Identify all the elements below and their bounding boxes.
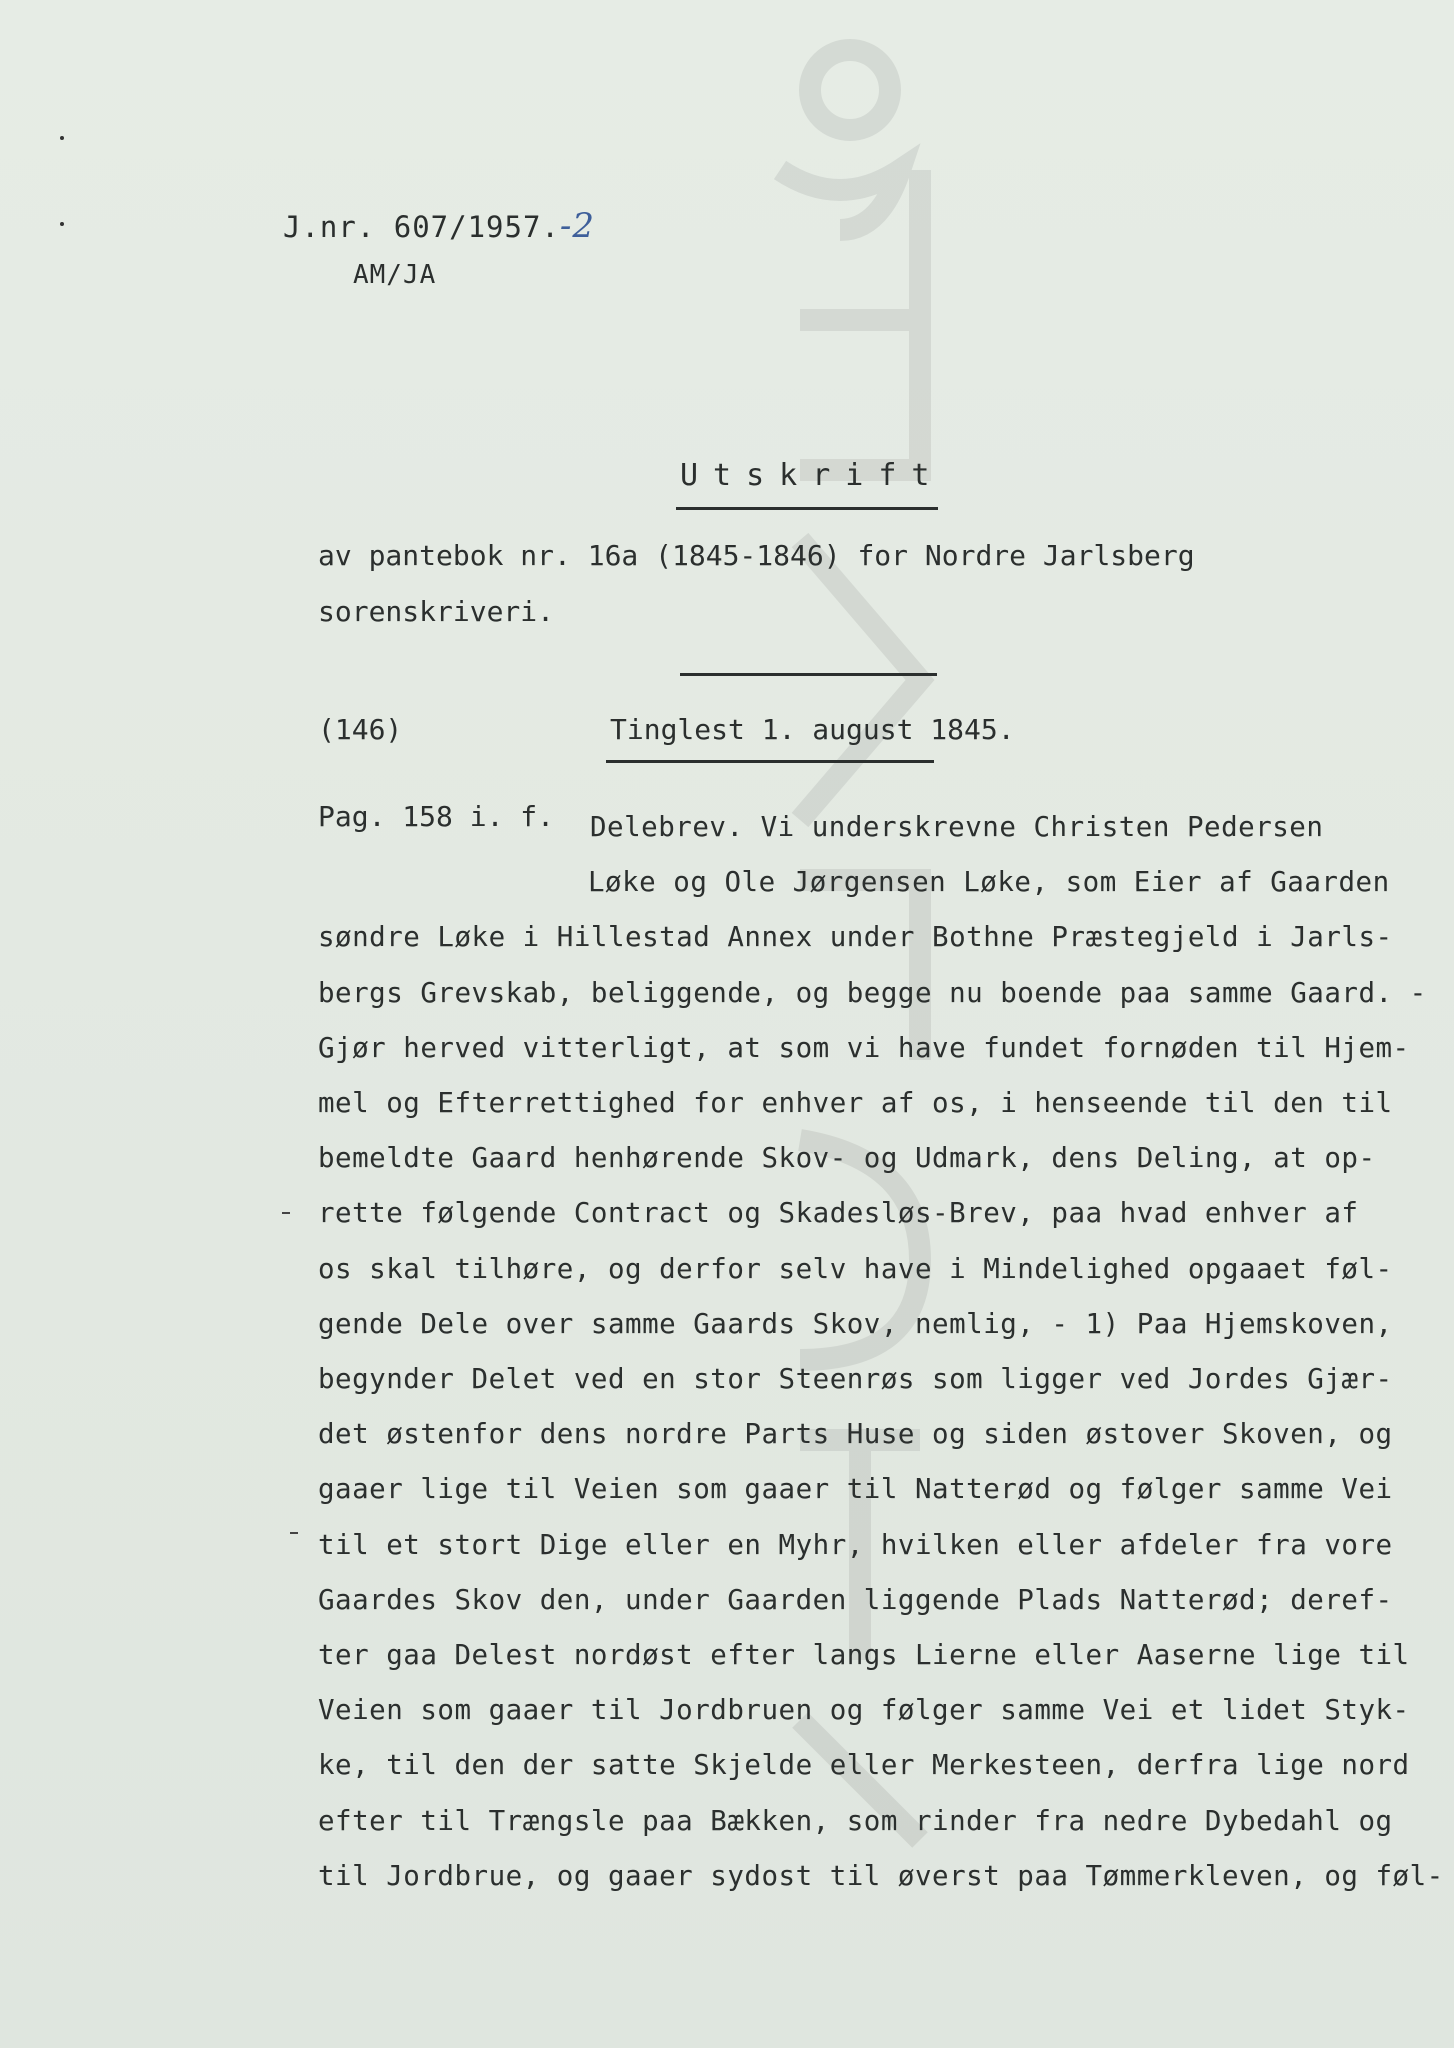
body-line: gaaer lige til Veien som gaaer til Natterød og følger samme Vei bbox=[318, 1473, 1393, 1506]
transcript-body bbox=[318, 800, 1444, 1904]
body-line: ter gaa Delest nordøst efter langs Lierne eller Aaserne lige til bbox=[318, 1639, 1410, 1672]
margin-mark bbox=[282, 1212, 290, 1214]
body-line: Gjør herved vitterligt, at som vi have fundet fornøden til Hjem- bbox=[318, 1031, 1410, 1064]
journal-number: J.nr. 607/1957. bbox=[283, 210, 560, 244]
tinglest-underline bbox=[606, 760, 934, 763]
body-line: til et stort Dige eller en Myhr, hvilken eller afdeler fra vore bbox=[318, 1528, 1393, 1561]
body-line: begynder Delet ved en stor Steenrøs som ligger ved Jordes Gjær- bbox=[318, 1363, 1393, 1396]
body-line: søndre Løke i Hillestad Annex under Bothne Præstegjeld i Jarls- bbox=[318, 921, 1393, 954]
body-line: det østenfor dens nordre Parts Huse og siden østover Skoven, og bbox=[318, 1418, 1393, 1451]
body-line: rette følgende Contract og Skadesløs-Brev, paa hvad enhver af bbox=[318, 1197, 1359, 1230]
body-line: bergs Grevskab, beliggende, og begge nu boende paa samme Gaard. - bbox=[318, 976, 1427, 1009]
body-line: os skal tilhøre, og derfor selv have i Mindelighed opgaaet føl- bbox=[318, 1252, 1393, 1285]
clerk-initials: AM/JA bbox=[353, 260, 437, 290]
tinglest-date: Tinglest 1. august 1845. bbox=[610, 713, 1015, 746]
section-separator bbox=[680, 673, 937, 676]
body-line: Løke og Ole Jørgensen Løke, som Eier af Gaarden bbox=[588, 866, 1390, 899]
document-title: Utskrift bbox=[680, 458, 945, 493]
margin-dot bbox=[60, 222, 64, 226]
handwritten-suffix: -2 bbox=[559, 206, 596, 246]
body-line: efter til Trængsle paa Bækken, som rinder fra nedre Dybedahl og bbox=[318, 1804, 1393, 1837]
body-line: ke, til den der satte Skjelde eller Merkesteen, derfra lige nord bbox=[318, 1749, 1410, 1782]
journal-reference bbox=[283, 205, 595, 248]
title-underline bbox=[676, 507, 938, 510]
body-line: Gaardes Skov den, under Gaarden liggende Plads Natterød; deref- bbox=[318, 1583, 1393, 1616]
body-line: bemeldte Gaard henhørende Skov- og Udmark, dens Deling, at op- bbox=[318, 1142, 1376, 1175]
entry-number: (146) bbox=[318, 713, 403, 746]
document-subtitle bbox=[318, 528, 1268, 640]
page-reference: Pag. 158 i. f. bbox=[318, 800, 555, 833]
body-line: til Jordbrue, og gaaer sydost til øverst paa Tømmerkleven, og føl- bbox=[318, 1859, 1444, 1892]
body-line: gende Dele over samme Gaards Skov, nemlig, - 1) Paa Hjemskoven, bbox=[318, 1307, 1393, 1340]
body-line: Veien som gaaer til Jordbruen og følger samme Vei et lidet Styk- bbox=[318, 1694, 1410, 1727]
body-line: Delebrev. Vi underskrevne Christen Pedersen bbox=[590, 811, 1324, 843]
subtitle-line: sorenskriveri. bbox=[318, 595, 555, 628]
subtitle-line: av pantebok nr. 16a (1845-1846) for Nordre Jarlsberg bbox=[318, 539, 1195, 572]
margin-mark bbox=[290, 1532, 298, 1534]
body-line: mel og Efterrettighed for enhver af os, i henseende til den til bbox=[318, 1087, 1393, 1120]
margin-dot bbox=[60, 136, 64, 140]
